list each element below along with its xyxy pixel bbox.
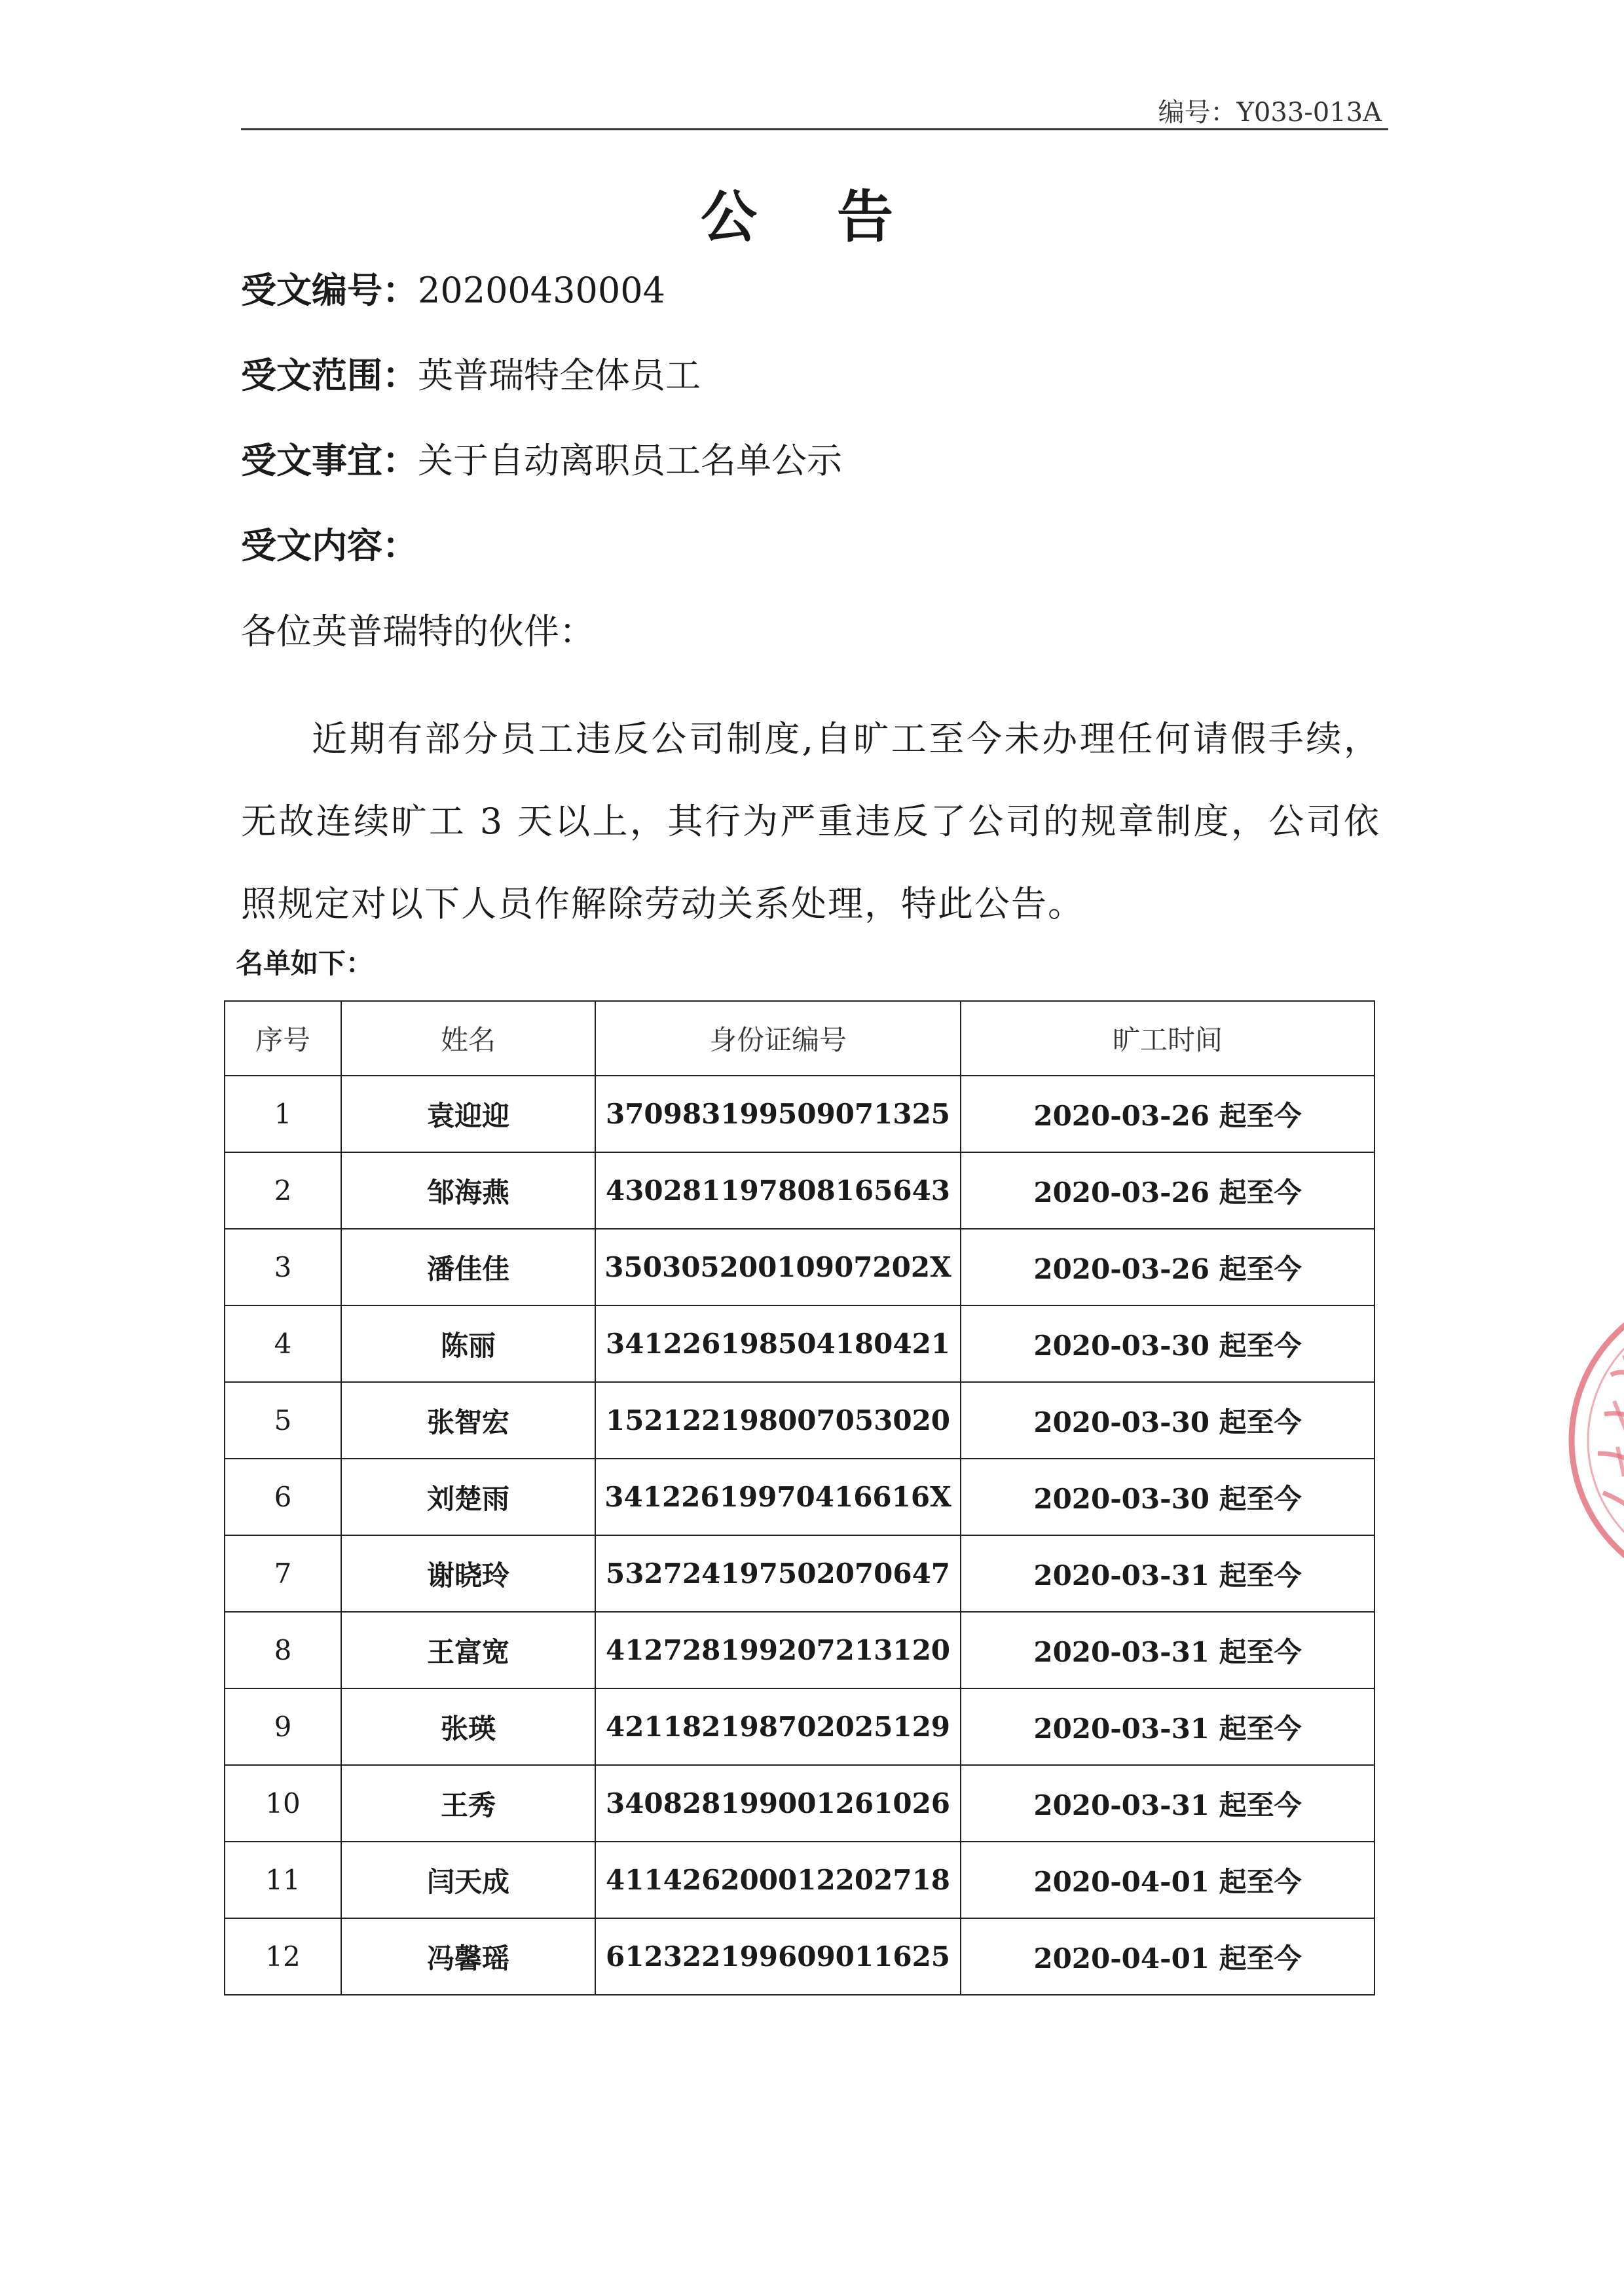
table-row — [225, 1459, 1375, 1535]
row-name: 袁迎迎 — [341, 1076, 595, 1152]
row-index: 11 — [225, 1842, 341, 1918]
row-absence: 2020-03-31 起至今 — [961, 1765, 1375, 1842]
column-header-name: 姓名 — [341, 1001, 595, 1076]
row-name: 陈丽 — [341, 1305, 595, 1382]
row-index: 6 — [225, 1459, 341, 1535]
row-absence: 2020-03-26 起至今 — [961, 1229, 1375, 1305]
row-id: 412728199207213120 — [595, 1612, 961, 1688]
table-row — [225, 1382, 1375, 1459]
row-index: 5 — [225, 1382, 341, 1459]
row-id: 430281197808165643 — [595, 1152, 961, 1229]
row-absence: 2020-03-26 起至今 — [961, 1076, 1375, 1152]
column-header-index: 序号 — [225, 1001, 341, 1076]
table-header-row — [225, 1001, 1375, 1076]
row-id: 341226198504180421 — [595, 1305, 961, 1382]
field-label: 受文内容： — [241, 524, 418, 566]
field-document-number — [241, 264, 665, 317]
list-caption: 名单如下： — [236, 947, 374, 979]
greeting: 各位英普瑞特的伙伴： — [241, 611, 595, 652]
table-row — [225, 1918, 1375, 1995]
row-absence: 2020-03-31 起至今 — [961, 1535, 1375, 1612]
row-name: 张瑛 — [341, 1688, 595, 1765]
table-row — [225, 1842, 1375, 1918]
row-id: 370983199509071325 — [595, 1076, 961, 1152]
field-scope — [241, 349, 701, 402]
field-label: 受文事宜： — [241, 439, 418, 481]
row-id: 35030520010907202X — [595, 1229, 961, 1305]
row-absence: 2020-03-30 起至今 — [961, 1382, 1375, 1459]
row-id: 34122619970416616X — [595, 1459, 961, 1535]
row-absence: 2020-03-31 起至今 — [961, 1688, 1375, 1765]
row-absence: 2020-04-01 起至今 — [961, 1918, 1375, 1995]
row-index: 12 — [225, 1918, 341, 1995]
row-index: 10 — [225, 1765, 341, 1842]
row-name: 王秀 — [341, 1765, 595, 1842]
row-name: 张智宏 — [341, 1382, 595, 1459]
row-index: 3 — [225, 1229, 341, 1305]
company-seal-icon — [1526, 1283, 1624, 1597]
row-name: 谢晓玲 — [341, 1535, 595, 1612]
row-id: 421182198702025129 — [595, 1688, 961, 1765]
column-header-absence: 旷工时间 — [961, 1001, 1375, 1076]
field-subject — [241, 434, 842, 487]
row-id: 612322199609011625 — [595, 1918, 961, 1995]
table-row — [225, 1765, 1375, 1842]
row-absence: 2020-03-26 起至今 — [961, 1152, 1375, 1229]
row-index: 7 — [225, 1535, 341, 1612]
row-index: 8 — [225, 1612, 341, 1688]
table-row — [225, 1305, 1375, 1382]
row-name: 冯馨瑶 — [341, 1918, 595, 1995]
row-absence: 2020-03-31 起至今 — [961, 1612, 1375, 1688]
row-index: 4 — [225, 1305, 341, 1382]
field-label: 受文编号： — [241, 269, 418, 311]
row-absence: 2020-03-30 起至今 — [961, 1305, 1375, 1382]
document-code: 编号：Y033-013A — [1158, 98, 1382, 128]
table-row — [225, 1076, 1375, 1152]
row-name: 邹海燕 — [341, 1152, 595, 1229]
field-value: 20200430004 — [418, 270, 665, 311]
table-row — [225, 1612, 1375, 1688]
row-id: 532724197502070647 — [595, 1535, 961, 1612]
column-header-id: 身份证编号 — [595, 1001, 961, 1076]
field-value: 英普瑞特全体员工 — [418, 355, 701, 396]
page-title: 公 告 — [701, 184, 923, 250]
table-row — [225, 1152, 1375, 1229]
row-absence: 2020-04-01 起至今 — [961, 1842, 1375, 1918]
row-name: 王富宽 — [341, 1612, 595, 1688]
row-id: 340828199001261026 — [595, 1765, 961, 1842]
table-row — [225, 1535, 1375, 1612]
row-index: 1 — [225, 1076, 341, 1152]
row-index: 2 — [225, 1152, 341, 1229]
row-name: 潘佳佳 — [341, 1229, 595, 1305]
table-row — [225, 1688, 1375, 1765]
header-rule — [241, 128, 1388, 130]
table-row — [225, 1229, 1375, 1305]
row-index: 9 — [225, 1688, 341, 1765]
row-name: 闫天成 — [341, 1842, 595, 1918]
roster-table — [224, 1000, 1375, 1995]
row-id: 152122198007053020 — [595, 1382, 961, 1459]
field-content — [241, 519, 418, 572]
row-id: 411426200012202718 — [595, 1842, 961, 1918]
row-absence: 2020-03-30 起至今 — [961, 1459, 1375, 1535]
field-value: 关于自动离职员工名单公示 — [418, 440, 842, 481]
field-label: 受文范围： — [241, 354, 418, 396]
body-paragraph: 近期有部分员工违反公司制度,自旷工至今未办理任何请假手续，无故连续旷工 3 天以上，其行为严重违反了公司的规章制度，公司依照规定对以下人员作解除劳动关系处理，特此公告。 — [241, 718, 1380, 924]
row-name: 刘楚雨 — [341, 1459, 595, 1535]
